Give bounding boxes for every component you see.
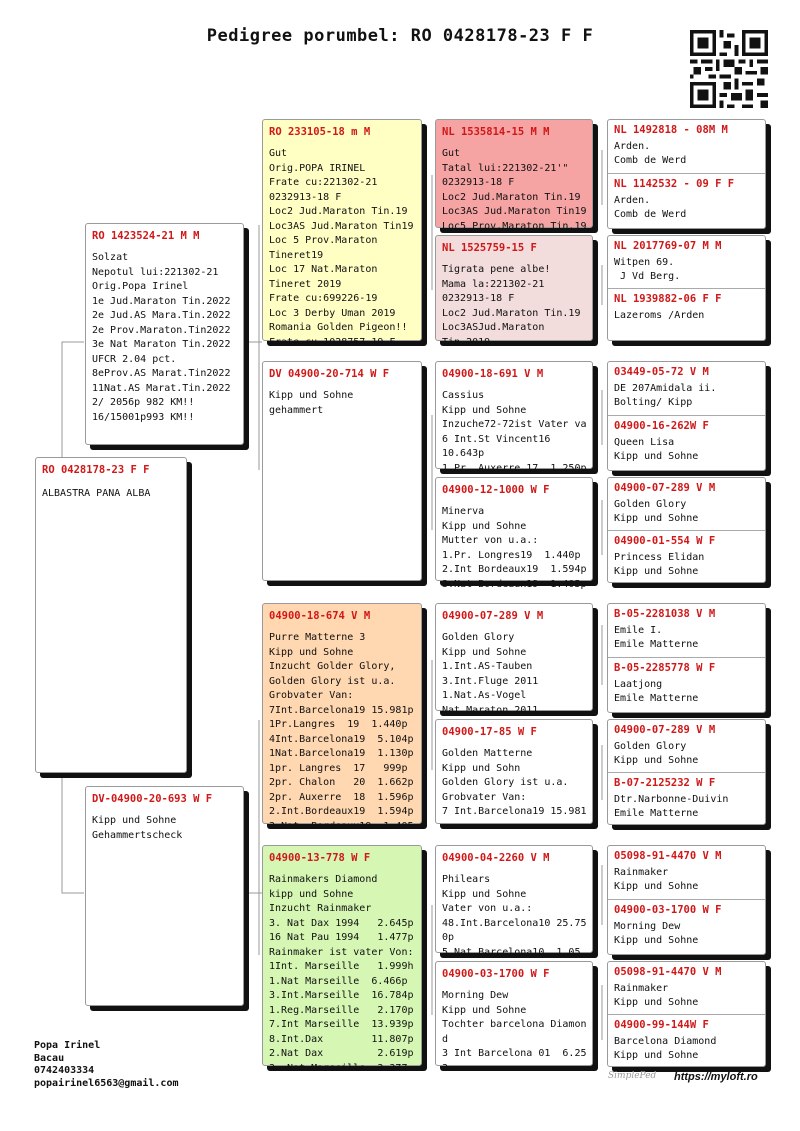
g4-card-8 — [435, 961, 593, 1074]
ring-number: 04900-99-144W F — [614, 1019, 709, 1031]
g5-card-5 — [607, 603, 766, 713]
dam-card — [85, 786, 244, 1006]
ring-number: B-07-2125232 W F — [614, 777, 716, 789]
g4-card-2 — [435, 235, 593, 348]
ring-number: 05098-91-4470 V M — [614, 850, 722, 862]
pigeon-description: Purre Matterne 3 Kipp und Sohne Inzucht Golder Glory, Golden Glory ist u.a. Grobvater Van: 7Int.Barcelona19 15.981p 1Pr.Langres 19 1.440p 4Int.Barcelona19 5.104p 1Nat.Barcelona19 1.130p 1pr. Langres 17 999p 2pr. Chalon 20 1.662p 2pr. Auxerre 18 1.596p 2.Int.Bordeaux19 1.594p 3.Nat. Bordeaux19 1.405 — [269, 632, 414, 832]
ring-number: 04900-01-554 W F — [614, 535, 716, 547]
ring-number: NL 1535814-15 M M — [442, 126, 550, 138]
pigeon-description: Lazeroms /Arden — [614, 310, 705, 321]
pigeon-description: Tigrata pene albe! Mama la:221302-21 0232913-18 F Loc2 Jud.Maraton Tin.19 Loc3ASJud.Maraton Tin.2019 — [442, 264, 581, 348]
ring-number: 04900-18-674 V M — [269, 610, 371, 622]
g5-card-8 — [607, 961, 766, 1067]
subject-card — [35, 457, 187, 773]
owner-city: Bacau — [34, 1052, 65, 1064]
pigeon-description: Philears Kipp und Sohne Vater von u.a.: 48.Int.Barcelona10 25.75 0p 5.Nat.Barcelona10 1.05 — [442, 874, 587, 958]
ring-number: DV-04900-20-693 W F — [92, 793, 213, 805]
pigeon-description: Arden. Comb de Werd — [614, 141, 687, 166]
ring-number: 04900-17-85 W F — [442, 726, 537, 738]
ring-number: NL 1939882-06 F F — [614, 293, 722, 305]
ring-number: 04900-07-289 V M — [442, 610, 544, 622]
pigeon-description: Princess Elidan Kipp und Sohne — [614, 552, 705, 577]
ring-number: 04900-07-289 V M — [614, 482, 716, 494]
g5-card-2 — [607, 235, 766, 341]
g5-card-3 — [607, 361, 766, 471]
ring-number: 04900-03-1700 W F — [442, 968, 550, 980]
ring-number: 04900-04-2260 V M — [442, 852, 550, 864]
ring-number: 04900-18-691 V M — [442, 368, 544, 380]
ring-number: RO 0428178-23 F F — [42, 464, 150, 476]
owner-phone: 0742403334 — [34, 1065, 95, 1076]
sire-card — [85, 223, 244, 445]
g4-card-3 — [435, 361, 593, 474]
pigeon-description: Golden Matterne Kipp und Sohn Golden Glory ist u.a. Grobvater Van: 7 Int.Barcelona19 15.981 — [442, 748, 587, 817]
pigeon-description: DE 207Amidala ii. Bolting/ Kipp — [614, 383, 717, 408]
g5-card-1 — [607, 119, 766, 229]
pigeon-description: Golden Glory Kipp und Sohne — [614, 499, 699, 524]
ring-number: NL 1142532 - 09 F F — [614, 178, 735, 190]
owner-info — [34, 1040, 179, 1090]
pigeon-description: Golden Glory Kipp und Sohne 1.Int.AS-Tauben 3.Int.Fluge 2011 1.Nat.As-Vogel Nat.Maraton 2011 — [442, 632, 539, 716]
ring-number: 05098-91-4470 V M — [614, 966, 722, 978]
pigeon-description: ALBASTRA PANA ALBA — [42, 488, 151, 499]
pigeon-description: Minerva Kipp und Sohne Mutter von u.a.: 1.Pr. Longres19 1.440p 2.Int Bordeaux19 1.594p 3.Nat Bordeaux19 1.405p — [442, 506, 587, 590]
owner-name: Popa Irinel — [34, 1040, 101, 1051]
pigeon-description: Kipp und Sohne Gehammertscheck — [92, 815, 183, 841]
ring-number: 04900-03-1700 W F — [614, 904, 722, 916]
footer-logo: SimplePed — [608, 1071, 657, 1081]
ring-number: NL 1492818 - 08M M — [614, 124, 728, 136]
ring-number: NL 2017769-07 M M — [614, 240, 722, 252]
grandsire-paternal-card — [262, 119, 422, 348]
g4-card-6 — [435, 719, 593, 824]
page-title: Pedigree porumbel: RO 0428178-23 F F — [206, 26, 594, 46]
ring-number: RO 233105-18 m M — [269, 126, 371, 138]
g4-card-4 — [435, 477, 593, 590]
ring-number: 04900-12-1000 W F — [442, 484, 550, 496]
footer-url-link[interactable]: https://myloft.ro — [674, 1071, 758, 1083]
g4-card-1 — [435, 119, 593, 232]
g5-card-6 — [607, 719, 766, 825]
granddam-maternal-card — [262, 845, 422, 1074]
pigeon-description: Arden. Comb de Werd — [614, 195, 687, 220]
pigeon-description: Laatjong Emile Matterne — [614, 679, 699, 704]
pigeon-description: Solzat Nepotul lui:221302-21 Orig.Popa Irinel 1e Jud.Maraton Tin.2022 2e Jud.AS Mara.Tin.2022 2e Prov.Maraton.Tin2022 3e Nat Maraton Tin.2022 UFCR 2.04 pct. 8eProv.AS Marat.Tin2022 11Nat.AS Marat.Tin.2022 2/ 2056p 982 KM!! 16/15001p993 KM!! — [92, 252, 231, 423]
pigeon-description: Kipp und Sohne gehammert — [269, 390, 354, 416]
ring-number: B-05-2281038 V M — [614, 608, 716, 620]
pigeon-description: Rainmaker Kipp und Sohne — [614, 983, 699, 1008]
pigeon-description: Golden Glory Kipp und Sohne — [614, 741, 699, 766]
pigeon-description: Gut Tatal lui:221302-21'" 0232913-18 F Loc2 Jud.Maraton Tin.19 Loc3AS Jud.Maraton Tin19 Loc5 Prov.Maraton Tin.19 — [442, 148, 587, 232]
g4-card-7 — [435, 845, 593, 958]
ring-number: B-05-2285778 W F — [614, 662, 716, 674]
ring-number: 04900-07-289 V M — [614, 724, 716, 736]
pigeon-description: Emile I. Emile Matterne — [614, 625, 699, 650]
ring-number: 04900-16-262W F — [614, 420, 709, 432]
pigeon-description: Gut Orig.POPA IRINEL Frate cu:221302-21 0232913-18 F Loc2 Jud.Maraton Tin.19 Loc3AS Jud.Maraton Tin19 Loc 5 Prov.Maraton Tineret19 Loc 17 Nat.Maraton Tineret 2019 Frate cu:699226-19 Loc 3 Derby Uman 2019 Romania Golden Pigeon!! Frate cu 1028757-19 F — [269, 148, 414, 348]
pigeon-description: Rainmakers Diamond kipp und Sohne Inzucht Rainmaker 3. Nat Dax 1994 2.645p 16 Nat Pau 1994 1.477p Rainmaker ist vater Von: 1Int. Marseille 1.999h 1.Nat Marseille 6.466p 3.Int.Marseille 16.784p 1.Reg.Marseille 2.170p 7.Int Marseille 13.939p 8.Int.Dax 11.807p 2.Nat Dax 2.619p 3. Nat Marseille 3.377 — [269, 874, 414, 1074]
pigeon-description: Morning Dew Kipp und Sohne — [614, 921, 699, 946]
ring-number: 03449-05-72 V M — [614, 366, 709, 378]
pigeon-description: Witpen 69. J Vd Berg. — [614, 257, 681, 282]
g5-card-4 — [607, 477, 766, 583]
pigeon-description: Rainmaker Kipp und Sohne — [614, 867, 699, 892]
pigeon-description: Barcelona Diamond Kipp und Sohne — [614, 1036, 717, 1061]
g5-card-7 — [607, 845, 766, 955]
ring-number: 04900-13-778 W F — [269, 852, 371, 864]
qr-code-icon — [690, 30, 768, 108]
owner-email[interactable]: popairinel6563@gmail.com — [34, 1077, 179, 1089]
granddam-paternal-card — [262, 361, 422, 581]
grandsire-maternal-card — [262, 603, 422, 832]
pigeon-description: Dtr.Narbonne-Duivin Emile Matterne — [614, 794, 729, 819]
pigeon-description: Morning Dew Kipp und Sohne Tochter barcelona Diamon d 3 Int Barcelona 01 6.25 3 — [442, 990, 587, 1074]
pigeon-description: Queen Lisa Kipp und Sohne — [614, 437, 699, 462]
ring-number: NL 1525759-15 F — [442, 242, 537, 254]
g4-card-5 — [435, 603, 593, 716]
ring-number: DV 04900-20-714 W F — [269, 368, 390, 380]
ring-number: RO 1423524-21 M M — [92, 230, 200, 242]
pigeon-description: Cassius Kipp und Sohne Inzuche72-72ist Vater va 6 Int.St Vincent16 10.643p 1.Pr. Auxerre 17 1.250p — [442, 390, 587, 474]
